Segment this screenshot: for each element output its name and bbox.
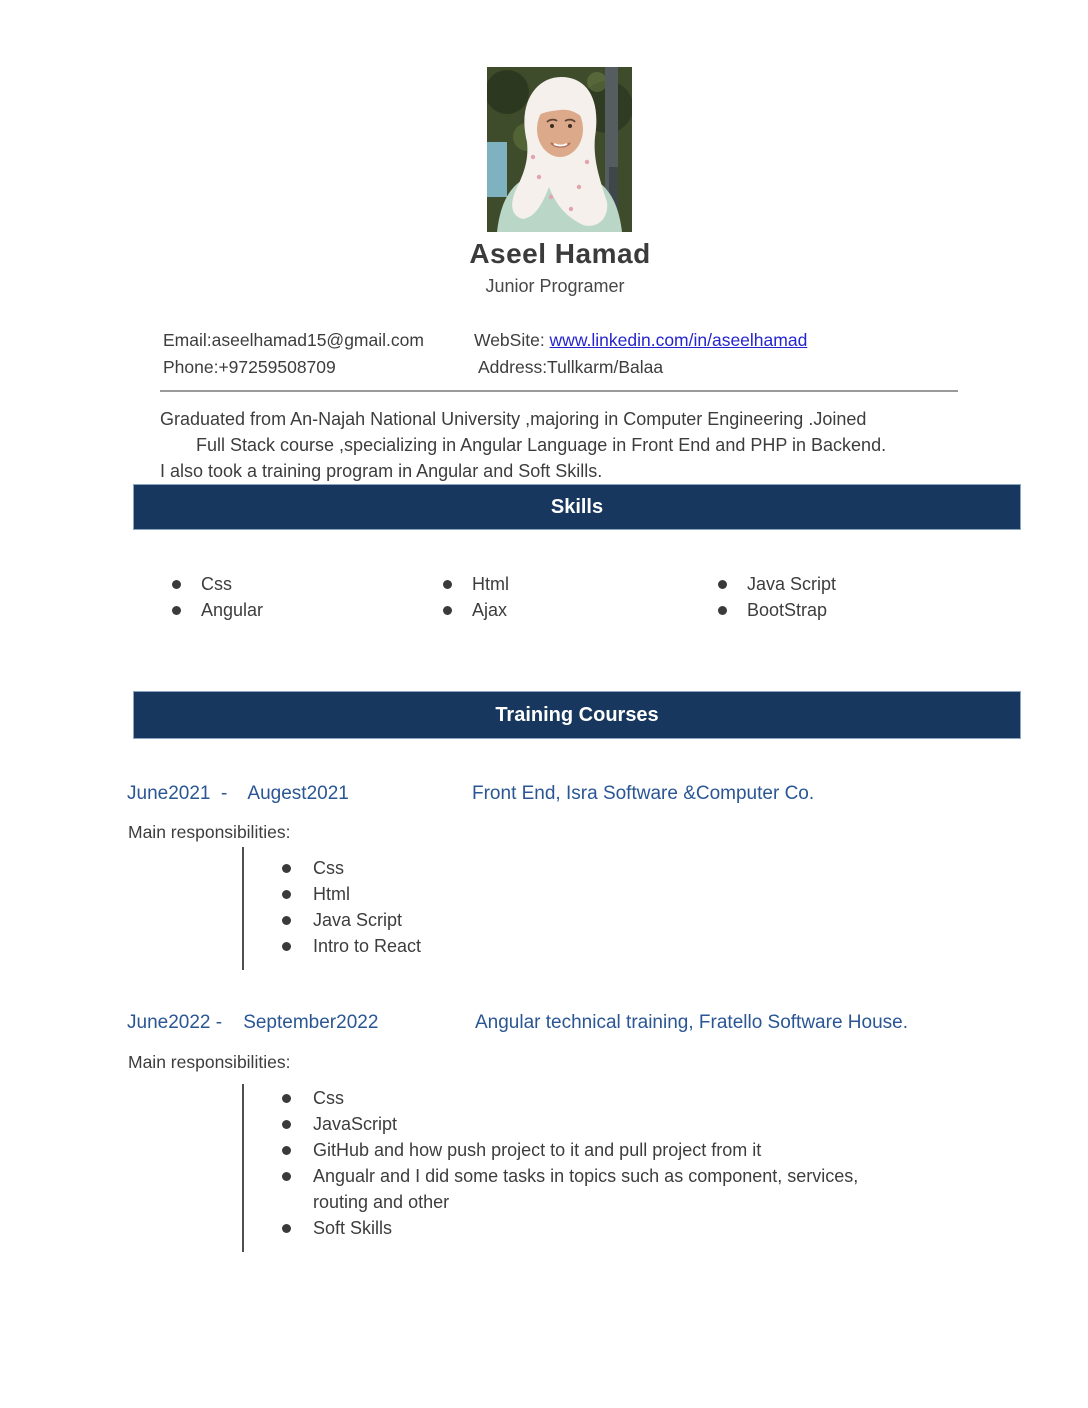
phone-text: Phone:+97259508709	[163, 357, 336, 377]
bullet-icon	[443, 580, 452, 589]
bullet-icon	[172, 606, 181, 615]
responsibility-label: Java Script	[313, 910, 403, 930]
bullet-icon	[718, 580, 727, 589]
course-2-divider-line	[242, 1084, 244, 1252]
course-2-responsibilities-label: Main responsibilities:	[128, 1052, 291, 1072]
website-label: WebSite:	[474, 330, 550, 350]
summary-line-1: Graduated from An-Najah National University ,majoring in Computer Engineering .Joined	[160, 409, 867, 429]
skills-column-1	[172, 571, 263, 623]
responsibility-item	[282, 907, 902, 933]
bullet-icon	[282, 916, 291, 925]
bullet-icon	[282, 864, 291, 873]
skill-item	[718, 597, 836, 623]
responsibility-item	[282, 933, 902, 959]
course-1-title: Front End, Isra Software &Computer Co.	[472, 783, 815, 804]
summary-line-2: Full Stack course ,specializing in Angular Language in Front End and PHP in Backend.	[196, 435, 887, 455]
responsibility-item	[282, 855, 902, 881]
responsibility-label: Angualr and I did some tasks in topics such as component, services, routing and other	[313, 1166, 859, 1212]
summary-line-3: I also took a training program in Angular and Soft Skills.	[160, 461, 603, 481]
bullet-icon	[282, 1172, 291, 1181]
profile-photo	[487, 67, 632, 232]
skills-column-3	[718, 571, 836, 623]
bullet-icon	[282, 890, 291, 899]
course-1-dates: June2021 - Augest2021	[127, 783, 349, 804]
skill-label: Angular	[201, 600, 264, 620]
course-2-bullets	[282, 1085, 902, 1241]
person-name: Aseel Hamad	[469, 238, 651, 269]
bullet-icon	[282, 1120, 291, 1129]
responsibility-label: Soft Skills	[313, 1218, 393, 1238]
responsibility-label: Css	[313, 1088, 344, 1108]
responsibility-label: Html	[313, 884, 350, 904]
bullet-icon	[282, 1146, 291, 1155]
skill-label: BootStrap	[747, 600, 828, 620]
address-text: Address:Tullkarm/Balaa	[478, 357, 664, 377]
skill-label: Css	[201, 574, 232, 594]
responsibility-item	[282, 1163, 902, 1215]
skill-label: Html	[472, 574, 509, 594]
linkedin-link[interactable]: www.linkedin.com/in/aseelhamad	[549, 330, 808, 350]
contact-divider	[160, 390, 958, 392]
skills-section-header: Skills	[133, 484, 1021, 530]
bullet-icon	[172, 580, 181, 589]
responsibility-label: Css	[313, 858, 344, 878]
course-2-dates: June2022 - September2022	[127, 1012, 379, 1033]
bullet-icon	[282, 942, 291, 951]
responsibility-item	[282, 1215, 902, 1241]
responsibility-label: GitHub and how push project to it and pull project from it	[313, 1140, 762, 1160]
person-title: Junior Programer	[485, 276, 625, 296]
course-1-responsibilities-label: Main responsibilities:	[128, 822, 291, 842]
skill-item	[443, 571, 509, 597]
course-1-bullets	[282, 855, 902, 959]
responsibility-label: Intro to React	[313, 936, 422, 956]
responsibility-item	[282, 1085, 902, 1111]
skill-item	[172, 597, 263, 623]
course-2-title: Angular technical training, Fratello Software House.	[475, 1012, 909, 1033]
bullet-icon	[443, 606, 452, 615]
bullet-icon	[282, 1224, 291, 1233]
responsibility-label: JavaScript	[313, 1114, 398, 1134]
responsibility-item	[282, 881, 902, 907]
bullet-icon	[282, 1094, 291, 1103]
skills-column-2	[443, 571, 509, 623]
responsibility-item	[282, 1111, 902, 1137]
skill-label: Java Script	[747, 574, 837, 594]
training-section-header: Training Courses	[133, 691, 1021, 739]
bullet-icon	[718, 606, 727, 615]
skill-item	[172, 571, 263, 597]
skill-item	[718, 571, 836, 597]
skill-item	[443, 597, 509, 623]
website-row	[474, 330, 807, 351]
responsibility-item	[282, 1137, 902, 1163]
summary-paragraph	[160, 406, 980, 484]
skill-label: Ajax	[472, 600, 508, 620]
course-1-divider-line	[242, 847, 244, 970]
email-text: Email:aseelhamad15@gmail.com	[163, 330, 424, 350]
